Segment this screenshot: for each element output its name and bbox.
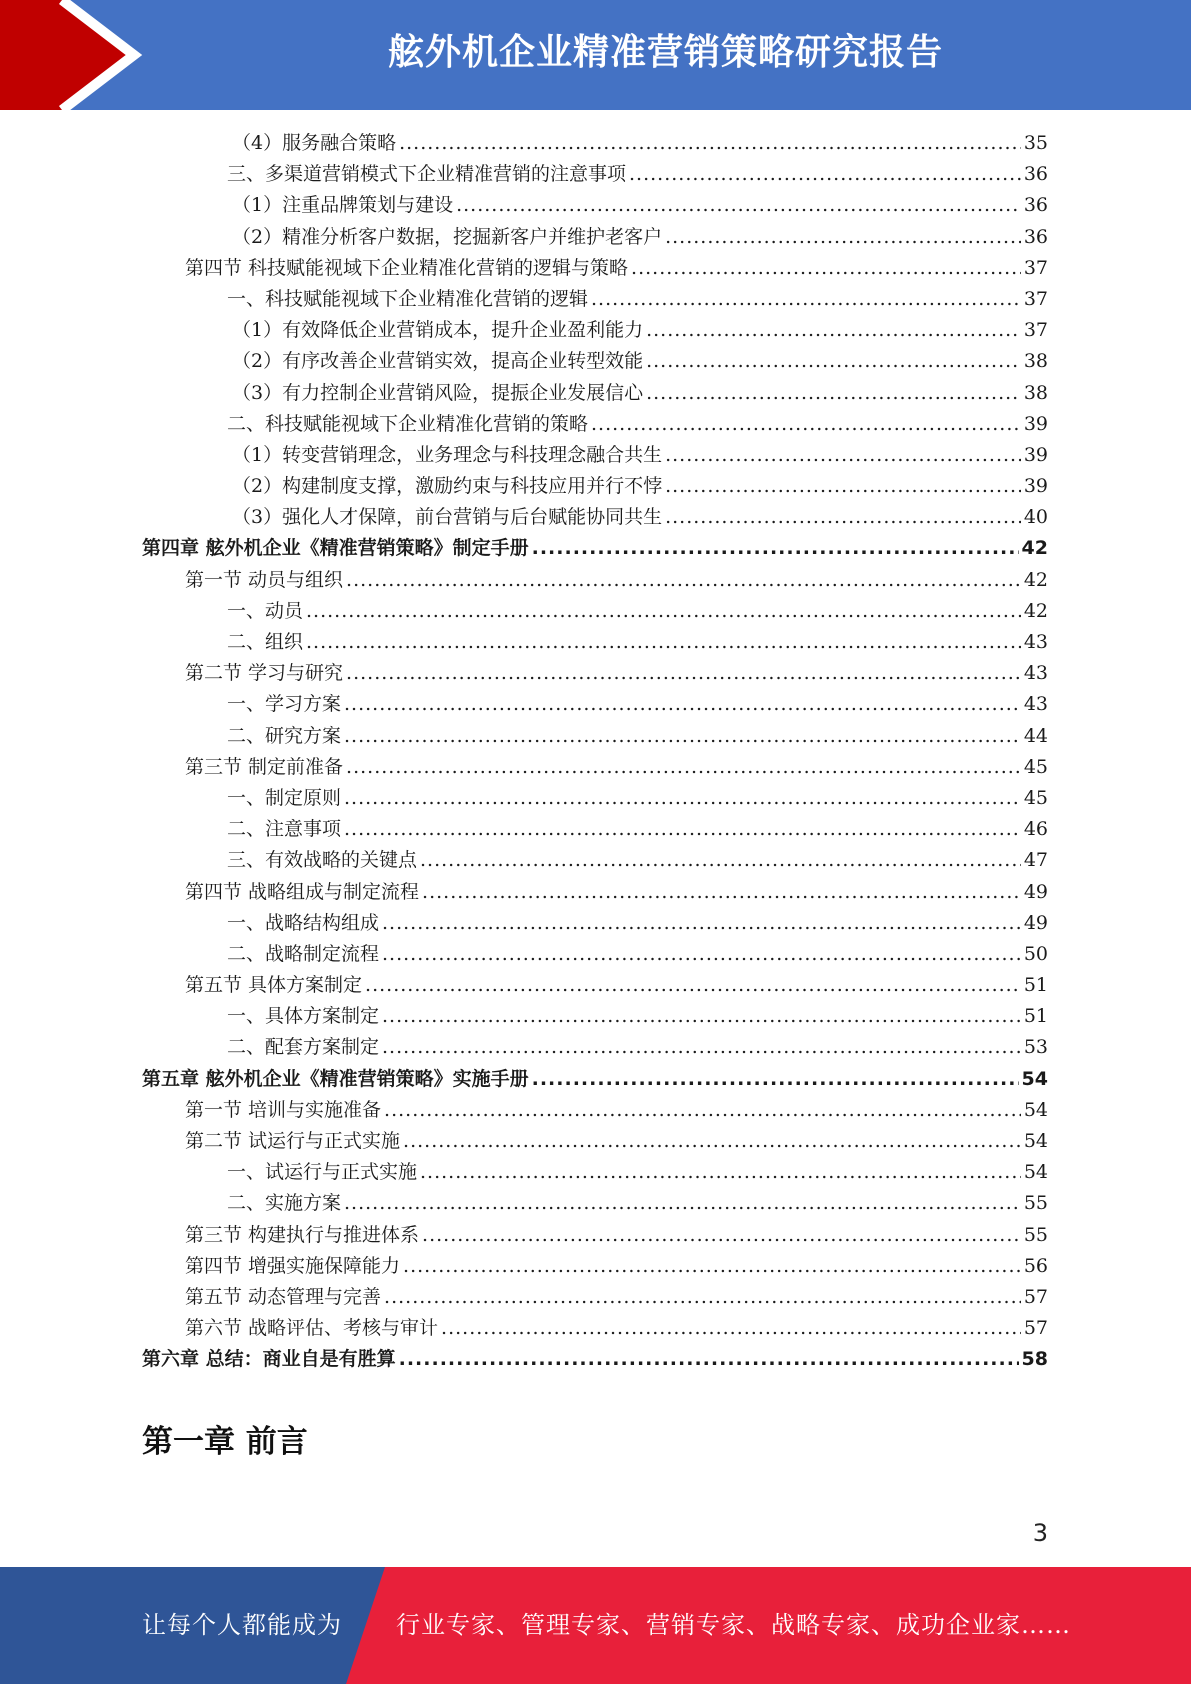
toc-entry-label: 一、科技赋能视域下企业精准化营销的逻辑 <box>227 287 589 310</box>
toc-entry-page: 42 <box>1021 537 1048 560</box>
toc-entry-label: 第一节 动员与组织 <box>185 568 344 591</box>
toc-entry[interactable] <box>142 1032 1048 1063</box>
toc-entry[interactable] <box>142 409 1048 440</box>
toc-entry[interactable] <box>142 721 1048 752</box>
toc-dot-leader <box>344 787 1021 809</box>
toc-entry-label: 二、组织 <box>227 631 304 653</box>
toc-entry-label: 第三节 制定前准备 <box>185 755 344 778</box>
toc-dot-leader <box>384 1099 1021 1121</box>
toc-dot-leader <box>629 163 1021 185</box>
toc-entry-page: 53 <box>1023 1036 1048 1059</box>
toc-dot-leader <box>532 537 1019 559</box>
toc-dot-leader <box>399 132 1021 154</box>
toc-entry-label: 第二节 学习与研究 <box>185 662 344 685</box>
toc-dot-leader <box>346 756 1021 778</box>
toc-entry[interactable] <box>142 1001 1048 1032</box>
toc-dot-leader <box>422 881 1021 903</box>
toc-dot-leader <box>631 257 1021 279</box>
toc-entry-label: 一、试运行与正式实施 <box>227 1161 418 1184</box>
toc-entry[interactable] <box>142 440 1048 471</box>
toc-entry-page: 39 <box>1023 475 1048 498</box>
toc-entry[interactable] <box>142 502 1048 533</box>
toc-entry[interactable] <box>142 1313 1048 1344</box>
toc-entry[interactable] <box>142 939 1048 970</box>
toc-entry-label: （1）注重品牌策划与建设 <box>232 194 454 217</box>
toc-entry-label: （2）构建制度支撑，激励约束与科技应用并行不悖 <box>232 475 663 498</box>
toc-entry[interactable] <box>142 1344 1048 1375</box>
toc-dot-leader <box>382 912 1021 934</box>
toc-dot-leader <box>344 818 1021 840</box>
toc-entry-page: 37 <box>1023 319 1048 342</box>
toc-entry-page: 55 <box>1023 1223 1048 1246</box>
toc-entry[interactable] <box>142 1064 1048 1095</box>
toc-entry-label: （2）有序改善企业营销实效，提高企业转型效能 <box>232 350 644 373</box>
toc-entry-page: 47 <box>1023 849 1048 872</box>
toc-entry-page: 45 <box>1023 786 1048 809</box>
toc-entry-label: 第六章 总结：商业自是有胜算 <box>142 1348 396 1371</box>
toc-entry-label: （1）有效降低企业营销成本，提升企业盈利能力 <box>232 319 644 342</box>
toc-entry-label: 二、实施方案 <box>227 1192 342 1215</box>
toc-entry[interactable] <box>142 284 1048 315</box>
toc-entry-label: （3）强化人才保障，前台营销与后台赋能协同共生 <box>232 506 663 529</box>
toc-dot-leader <box>665 444 1021 466</box>
toc-dot-leader <box>344 725 1021 747</box>
toc-dot-leader <box>346 569 1021 591</box>
toc-entry-page: 46 <box>1023 818 1048 841</box>
toc-entry-page: 50 <box>1023 942 1048 965</box>
toc-entry-page: 51 <box>1023 974 1048 997</box>
toc-entry-label: 一、具体方案制定 <box>227 1005 380 1028</box>
toc-dot-leader <box>665 475 1021 497</box>
toc-dot-leader <box>441 1317 1021 1339</box>
toc-entry-page: 36 <box>1023 163 1048 186</box>
toc-dot-leader <box>665 506 1021 528</box>
toc-dot-leader <box>365 974 1021 996</box>
toc-entry[interactable] <box>142 471 1048 502</box>
page-header <box>0 0 1191 110</box>
toc-entry-label: 第四章 舷外机企业《精准营销策略》制定手册 <box>142 537 529 560</box>
toc-dot-leader <box>420 1161 1021 1183</box>
toc-entry-label: 第四节 科技赋能视域下企业精准化营销的逻辑与策略 <box>185 256 629 279</box>
toc-dot-leader <box>665 226 1021 248</box>
toc-entry-label: 一、学习方案 <box>227 693 342 716</box>
toc-entry-label: 第二节 试运行与正式实施 <box>185 1130 401 1152</box>
toc-entry-page: 35 <box>1023 132 1048 154</box>
toc-entry[interactable] <box>142 346 1048 377</box>
toc-entry-page: 49 <box>1023 880 1048 903</box>
toc-dot-leader <box>646 350 1021 372</box>
toc-entry-page: 57 <box>1023 1285 1048 1308</box>
toc-entry-label: 三、多渠道营销模式下企业精准营销的注意事项 <box>227 163 627 186</box>
toc-entry[interactable] <box>142 783 1048 814</box>
toc-entry-label: 第五节 动态管理与完善 <box>185 1285 382 1308</box>
toc-entry[interactable] <box>142 1126 1048 1157</box>
toc-entry[interactable] <box>142 378 1048 409</box>
toc-entry-label: 第四节 增强实施保障能力 <box>185 1254 401 1277</box>
toc-entry[interactable] <box>142 596 1048 627</box>
toc-entry[interactable] <box>142 908 1048 939</box>
toc-entry-label: 第四节 战略组成与制定流程 <box>185 880 420 903</box>
toc-entry-page: 57 <box>1023 1317 1048 1340</box>
toc-entry-label: 第五章 舷外机企业《精准营销策略》实施手册 <box>142 1067 529 1090</box>
toc-dot-leader <box>403 1130 1021 1152</box>
toc-entry-label: 一、制定原则 <box>227 786 342 809</box>
toc-dot-leader <box>591 288 1021 310</box>
toc-entry-label: 二、注意事项 <box>227 818 342 841</box>
toc-dot-leader <box>646 382 1021 404</box>
toc-entry-label: （3）有力控制企业营销风险，提振企业发展信心 <box>232 381 644 404</box>
toc-dot-leader <box>344 693 1021 715</box>
toc-entry-page: 39 <box>1023 412 1048 435</box>
toc-dot-leader <box>344 1192 1021 1214</box>
toc-entry[interactable] <box>142 1282 1048 1313</box>
toc-entry[interactable] <box>142 533 1048 564</box>
toc-entry-page: 42 <box>1023 568 1048 591</box>
table-of-contents <box>142 128 1048 1376</box>
toc-entry-page: 42 <box>1023 599 1048 622</box>
toc-entry[interactable] <box>142 752 1048 783</box>
toc-dot-leader <box>532 1068 1019 1090</box>
toc-entry-page: 37 <box>1023 287 1048 310</box>
toc-entry-label: 一、战略结构组成 <box>227 911 380 934</box>
toc-dot-leader <box>306 631 1021 653</box>
toc-entry-page: 54 <box>1023 1161 1048 1184</box>
toc-entry-page: 36 <box>1023 194 1048 217</box>
toc-dot-leader <box>384 1286 1021 1308</box>
toc-entry-page: 55 <box>1023 1192 1048 1215</box>
toc-entry-page: 49 <box>1023 911 1048 934</box>
document-title: 舷外机企业精准营销策略研究报告 <box>387 32 943 73</box>
toc-entry[interactable] <box>142 845 1048 876</box>
toc-entry-page: 43 <box>1023 631 1048 653</box>
toc-entry[interactable] <box>142 565 1048 596</box>
toc-dot-leader <box>646 319 1021 341</box>
toc-entry[interactable] <box>142 1220 1048 1251</box>
footer-slogan-left: 让每个人都能成为 <box>142 1611 342 1639</box>
toc-entry[interactable] <box>142 222 1048 253</box>
toc-entry-page: 54 <box>1021 1067 1048 1090</box>
toc-dot-leader <box>591 413 1021 435</box>
toc-dot-leader <box>420 849 1021 871</box>
toc-dot-leader <box>382 943 1021 965</box>
toc-entry-page: 56 <box>1023 1254 1048 1277</box>
toc-entry-page: 51 <box>1023 1005 1048 1028</box>
toc-entry-label: （4）服务融合策略 <box>232 132 397 154</box>
toc-entry[interactable] <box>142 1095 1048 1126</box>
toc-entry-label: 第六节 战略评估、考核与审计 <box>185 1317 439 1340</box>
toc-entry-page: 43 <box>1023 662 1048 685</box>
toc-entry[interactable] <box>142 315 1048 346</box>
toc-entry-label: 三、有效战略的关键点 <box>227 849 418 872</box>
toc-entry[interactable] <box>142 970 1048 1001</box>
toc-entry[interactable] <box>142 1188 1048 1219</box>
toc-entry-page: 38 <box>1023 381 1048 404</box>
toc-entry-page: 54 <box>1023 1130 1048 1152</box>
toc-entry[interactable] <box>142 658 1048 689</box>
page-footer <box>0 1567 1191 1684</box>
toc-dot-leader <box>403 1255 1021 1277</box>
toc-entry-page: 40 <box>1023 506 1048 529</box>
toc-entry-label: 第五节 具体方案制定 <box>185 974 363 997</box>
toc-entry-label: 二、战略制定流程 <box>227 942 380 965</box>
toc-entry[interactable] <box>142 627 1048 658</box>
toc-entry-page: 43 <box>1023 693 1048 716</box>
toc-entry-label: （2）精准分析客户数据，挖掘新客户并维护老客户 <box>232 225 663 248</box>
toc-entry-label: 二、配套方案制定 <box>227 1036 380 1059</box>
toc-entry[interactable] <box>142 877 1048 908</box>
toc-entry-page: 36 <box>1023 225 1048 248</box>
toc-dot-leader <box>382 1036 1021 1058</box>
toc-entry-page: 37 <box>1023 256 1048 279</box>
toc-entry[interactable] <box>142 1251 1048 1282</box>
toc-dot-leader <box>422 1224 1021 1246</box>
toc-entry-label: 第三节 构建执行与推进体系 <box>185 1223 420 1246</box>
toc-entry-label: 二、科技赋能视域下企业精准化营销的策略 <box>227 412 589 435</box>
toc-dot-leader <box>456 194 1021 216</box>
toc-entry-label: 二、研究方案 <box>227 724 342 747</box>
toc-dot-leader <box>306 600 1021 622</box>
toc-entry-page: 58 <box>1021 1348 1048 1371</box>
toc-entry[interactable] <box>142 1157 1048 1188</box>
toc-entry-page: 44 <box>1023 724 1048 747</box>
toc-entry[interactable] <box>142 159 1048 190</box>
toc-entry-label: （1）转变营销理念，业务理念与科技理念融合共生 <box>232 443 663 466</box>
toc-entry[interactable] <box>142 190 1048 221</box>
toc-dot-leader <box>382 1005 1021 1027</box>
toc-entry[interactable] <box>142 814 1048 845</box>
toc-entry[interactable] <box>142 689 1048 720</box>
toc-entry-label: 第一节 培训与实施准备 <box>185 1098 382 1121</box>
toc-entry-page: 38 <box>1023 350 1048 373</box>
toc-entry[interactable] <box>142 253 1048 284</box>
toc-entry[interactable] <box>142 128 1048 159</box>
page-number: 3 <box>1032 1519 1048 1547</box>
toc-dot-leader <box>346 662 1021 684</box>
toc-entry-page: 54 <box>1023 1098 1048 1121</box>
toc-entry-page: 45 <box>1023 755 1048 778</box>
chapter-heading: 第一章 前言 <box>142 1424 308 1460</box>
footer-slogan-right: 行业专家、管理专家、营销专家、战略专家、成功企业家…… <box>396 1611 1071 1639</box>
toc-dot-leader <box>399 1348 1019 1370</box>
toc-entry-page: 39 <box>1023 443 1048 466</box>
toc-entry-label: 一、动员 <box>227 599 304 622</box>
